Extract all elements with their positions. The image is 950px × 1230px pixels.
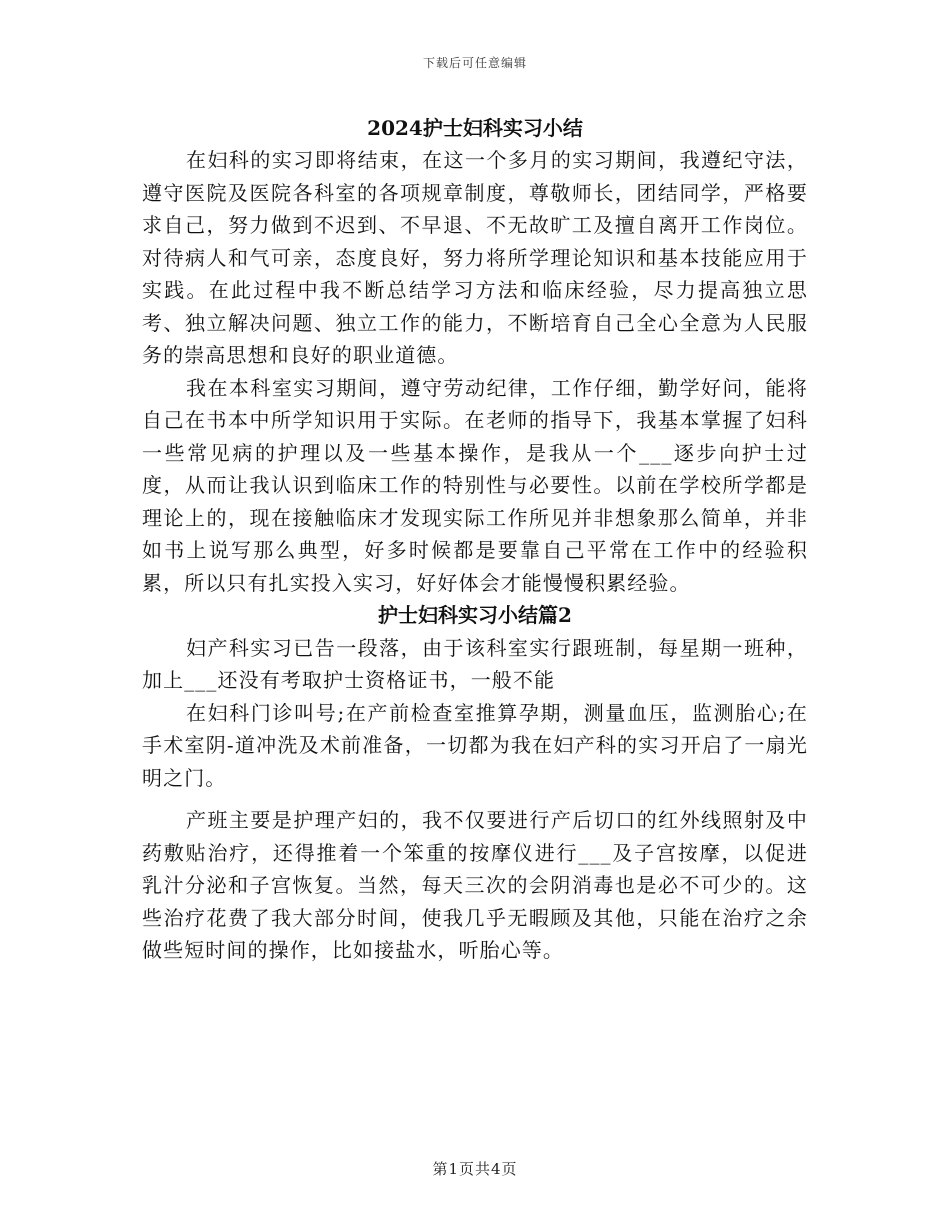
paragraph: 妇产科实习已告一段落，由于该科室实行跟班制，每星期一班种，加上___还没有考取护士资格证书，一般不能 [142, 635, 808, 692]
section-heading: 护士妇科实习小结篇2 [378, 603, 572, 627]
paragraph: 产班主要是护理产妇的，我不仅要进行产后切口的红外线照射及中药敷贴治疗，还得推着一个笨重的按摩仪进行___及子宫按摩，以促进乳汁分泌和子宫恢复。当然，每天三次的会阴消毒也是必不可少的。这些治疗花费了我大部分时间，使我几乎无暇顾及其他，只能在治疗之余做些短时间的操作，比如接盐水，听胎心等。 [142, 808, 808, 962]
paragraph: 在妇科门诊叫号;在产前检查室推算孕期，测量血压，监测胎心;在手术室阴-道冲洗及术前准备，一切都为我在妇产科的实习开启了一扇光明之门。 [142, 700, 808, 790]
download-note: 下载后可任意编辑 [422, 56, 527, 70]
paragraph: 在妇科的实习即将结束，在这一个多月的实习期间，我遵纪守法，遵守医院及医院各科室的各项规章制度，尊敬师长，团结同学，严格要求自己，努力做到不迟到、不早退、不无故旷工及擅自离开工作岗位。对待病人和气可亲，态度良好，努力将所学理论知识和基本技能应用于实践。在此过程中我不断总结学习方法和临床经验，尽力提高独立思考、独立解决问题、独立工作的能力，不断培育自己全心全意为人民服务的崇高思想和良好的职业道德。 [142, 148, 808, 367]
paragraph-spacer [142, 794, 808, 804]
paragraph: 我在本科室实习期间，遵守劳动纪律，工作仔细，勤学好问，能将自己在书本中所学知识用于实际。在老师的指导下，我基本掌握了妇科一些常见病的护理以及一些基本操作，是我从一个___逐步向护士过度，从而让我认识到临床工作的特别性与必要性。以前在学校所学都是理论上的，现在接触临床才发现实际工作所见并非想象那么简单，并非如书上说写那么典型，好多时候都是要靠自己平常在工作中的经验积累，所以只有扎实投入实习，好好体会才能慢慢积累经验。 [142, 375, 808, 595]
document-title: 2024护士妇科实习小结 [367, 116, 583, 140]
document-body [142, 112, 808, 967]
page-number: 第1页共4页 [432, 1160, 518, 1178]
